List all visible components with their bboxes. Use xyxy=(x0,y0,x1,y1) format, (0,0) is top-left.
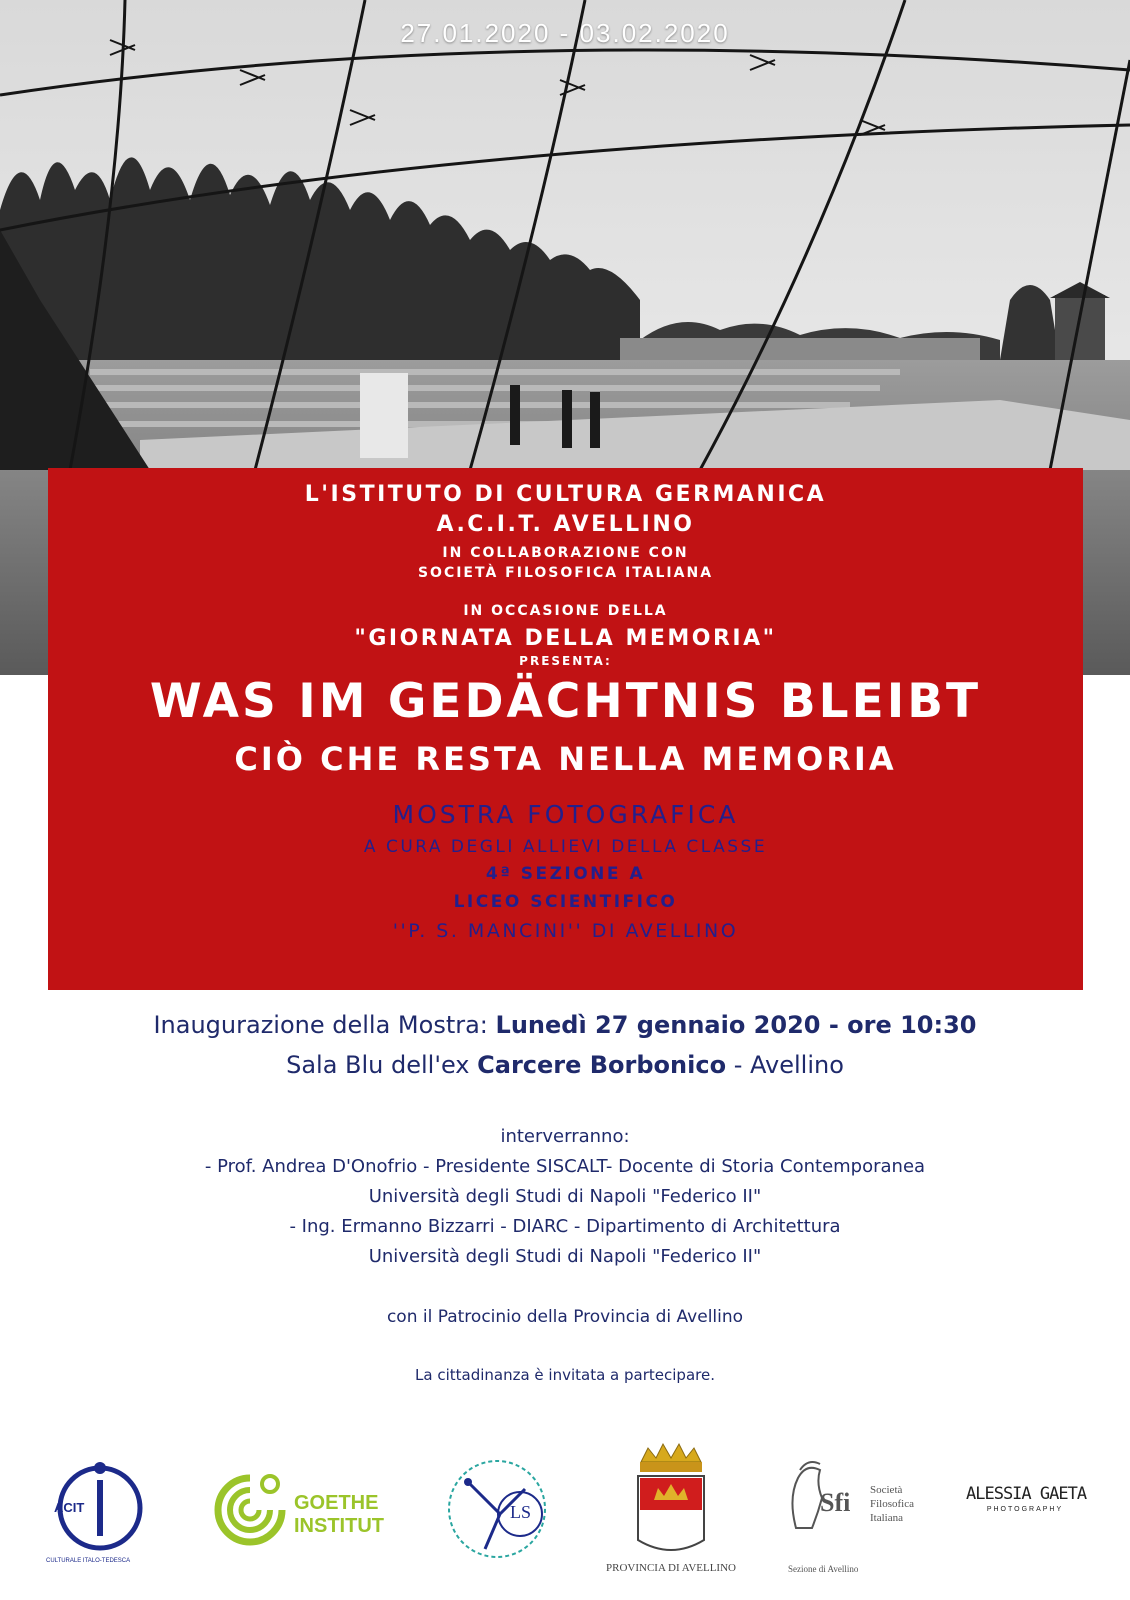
acit-logo xyxy=(46,1462,144,1564)
venue-prefix: Sala Blu dell'ex xyxy=(286,1051,470,1079)
goethe-spiral-icon xyxy=(210,1470,290,1550)
title-banner xyxy=(48,468,1083,990)
sfi-mark: Sfi xyxy=(820,1488,851,1517)
exhibit-type: MOSTRA FOTOGRAFICA xyxy=(392,800,739,829)
acit-text: ACIT xyxy=(54,1500,85,1515)
sfi-sub: Sezione di Avellino xyxy=(788,1564,859,1574)
organizer-line-2: A.C.I.T. AVELLINO xyxy=(436,512,695,537)
venue-city: - Avellino xyxy=(733,1051,844,1079)
sfi-logo xyxy=(786,1458,936,1578)
provincia-text: PROVINCIA DI AVELLINO xyxy=(606,1562,736,1574)
occasion-line-1: IN OCCASIONE DELLA xyxy=(463,603,668,619)
organizer-line-1: L'ISTITUTO DI CULTURA GERMANICA xyxy=(304,482,827,507)
goethe-line-1: GOETHE xyxy=(294,1492,379,1514)
presents-label: PRESENTA: xyxy=(519,654,612,668)
collaboration-line-1: IN COLLABORAZIONE CON xyxy=(442,545,689,561)
speaker-2: - Ing. Ermanno Bizzarri - DIARC - Dipartimento di Architettura xyxy=(289,1216,841,1237)
inauguration-label: Inaugurazione della Mostra: xyxy=(153,1011,488,1039)
school-type: LICEO SCIENTIFICO xyxy=(453,892,678,912)
photographer-logo xyxy=(966,1484,1096,1534)
sfi-line-3: Italiana xyxy=(870,1512,903,1524)
sponsor-logos xyxy=(0,1440,1130,1590)
speaker-2-affiliation: Università degli Studi di Napoli "Federico II" xyxy=(368,1246,762,1267)
inauguration-date: Lunedì 27 gennaio 2020 - ore 10:30 xyxy=(495,1011,977,1039)
goethe-logo xyxy=(210,1470,384,1550)
goethe-line-2: INSTITUT xyxy=(294,1515,384,1537)
title-german: WAS IM GEDÄCHTNIS BLEIBT xyxy=(149,674,982,729)
venue-line xyxy=(0,1051,1130,1079)
provincia-logo xyxy=(596,1440,746,1590)
patronage-line: con il Patrocinio della Provincia di Avellino xyxy=(386,1307,744,1327)
acit-ring-text: CULTURALE ITALO-TEDESCA xyxy=(46,1558,131,1564)
speaker-1: - Prof. Andrea D'Onofrio - Presidente SISCALT- Docente di Storia Contemporanea xyxy=(204,1156,926,1177)
event-dates: 27.01.2020 - 03.02.2020 xyxy=(400,18,730,48)
speaker-1-affiliation: Università degli Studi di Napoli "Federico II" xyxy=(368,1186,762,1207)
photographer-name: ALESSIA GAETA xyxy=(966,1484,1087,1504)
occasion-line-2: "GIORNATA DELLA MEMORIA" xyxy=(354,626,777,651)
sfi-line-2: Filosofica xyxy=(870,1498,914,1510)
liceo-emblem-icon xyxy=(440,1454,555,1564)
title-italian: CIÒ CHE RESTA NELLA MEMORIA xyxy=(234,740,897,778)
provincia-crest-icon xyxy=(596,1440,746,1560)
speakers-heading: interverranno: xyxy=(500,1126,630,1147)
venue-name: Carcere Borbonico xyxy=(477,1051,727,1079)
invitation-line: La cittadinanza è invitata a partecipare. xyxy=(415,1366,715,1384)
inauguration-line xyxy=(0,1011,1130,1039)
curated-by: A CURA DEGLI ALLIEVI DELLA CLASSE xyxy=(363,837,768,857)
collaboration-line-2: SOCIETÀ FILOSOFICA ITALIANA xyxy=(417,565,714,581)
class-section: 4ª SEZIONE A xyxy=(485,864,646,884)
photographer-sub: PHOTOGRAPHY xyxy=(986,1506,1064,1513)
liceo-logo xyxy=(440,1454,555,1564)
sfi-line-1: Società xyxy=(870,1484,903,1496)
liceo-text: LS xyxy=(510,1502,532,1522)
school-name: ''P. S. MANCINI'' DI AVELLINO xyxy=(392,920,739,942)
